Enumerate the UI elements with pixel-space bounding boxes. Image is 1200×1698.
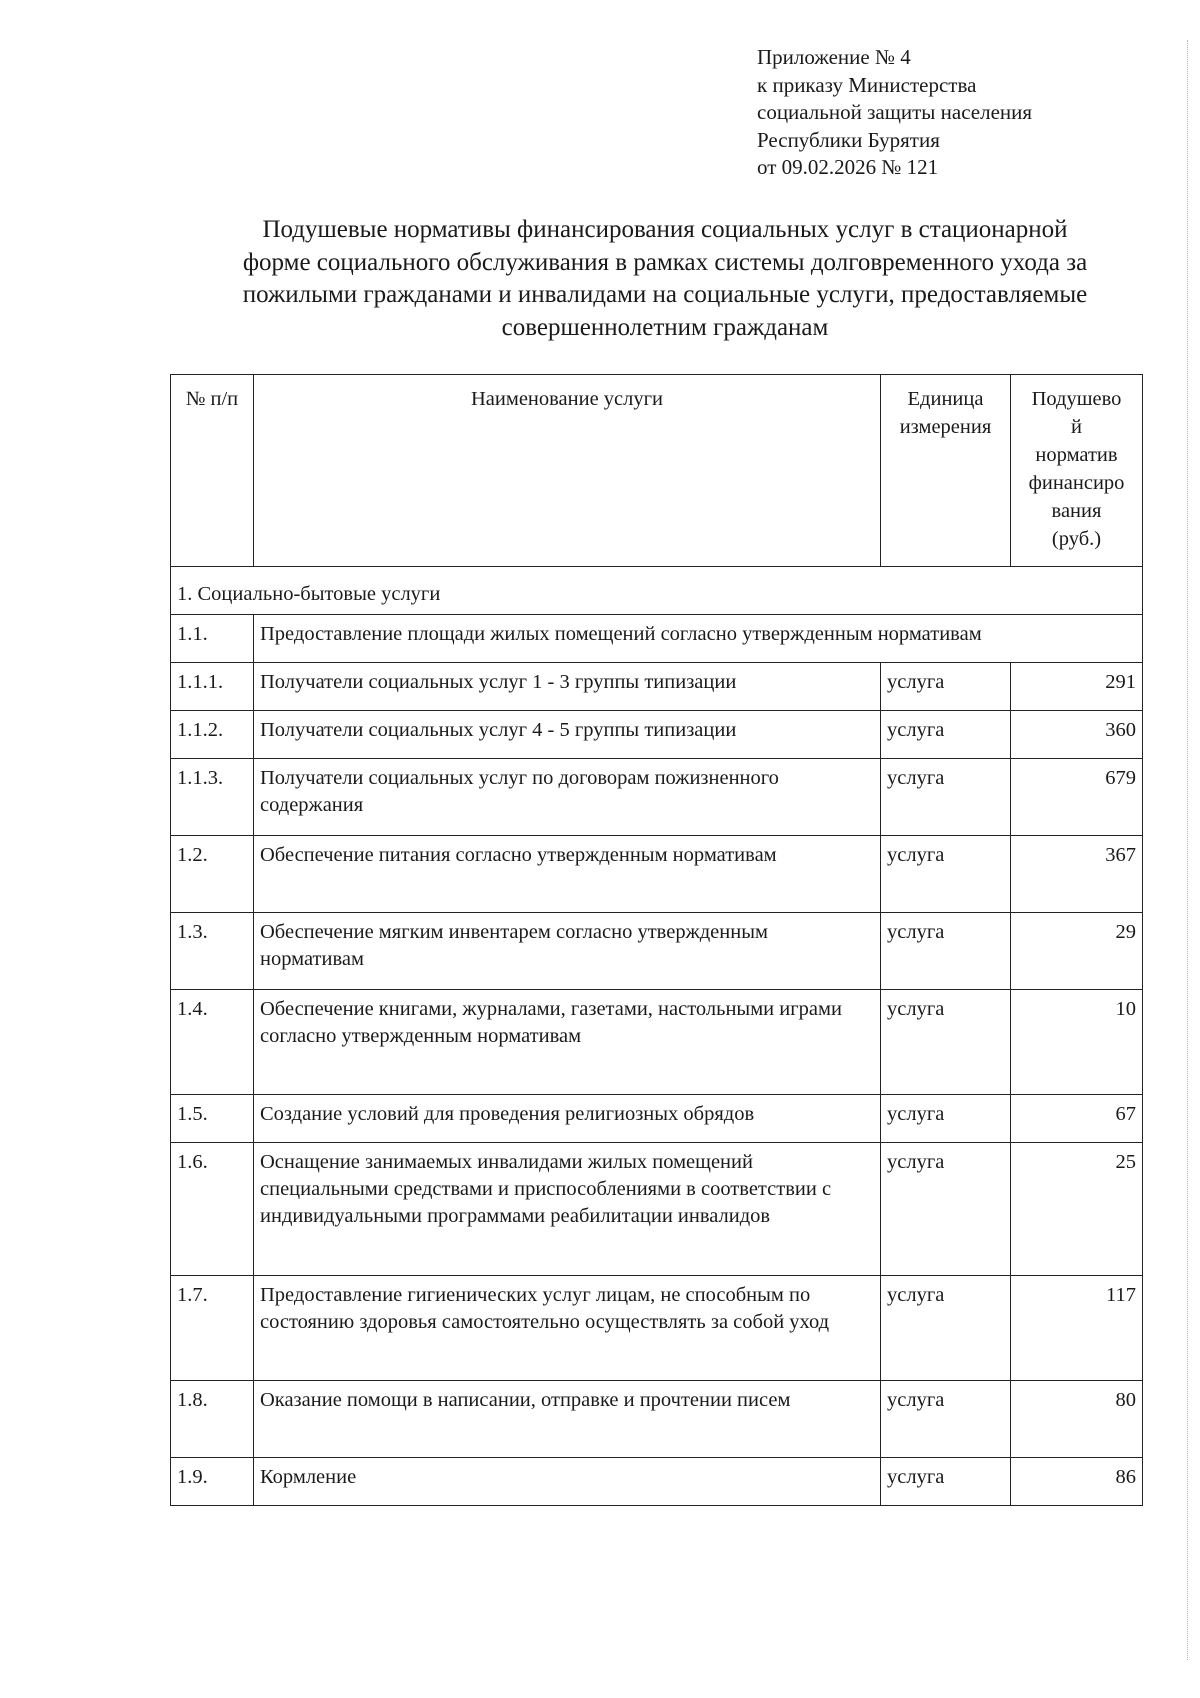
table-row <box>171 836 1143 913</box>
row-value: 117 <box>1011 1276 1143 1381</box>
row-value: 86 <box>1011 1458 1143 1506</box>
row-value: 291 <box>1011 663 1143 711</box>
row-value: 679 <box>1011 759 1143 836</box>
header-unit-line: Единица <box>907 388 984 410</box>
row-name: Кормление <box>254 1458 881 1506</box>
row-unit: услуга <box>881 1458 1011 1506</box>
appendix-line: Республики Бурятия <box>757 127 940 152</box>
header-num: № п/п <box>171 375 254 567</box>
row-value: 367 <box>1011 836 1143 913</box>
row-unit: услуга <box>881 1095 1011 1143</box>
row-value: 80 <box>1011 1381 1143 1458</box>
header-norm <box>1011 375 1143 567</box>
row-value: 360 <box>1011 711 1143 759</box>
header-name: Наименование услуги <box>254 375 881 567</box>
title-line: Подушевые нормативы финансирования социальных услуг в стационарной <box>262 216 1068 243</box>
row-name: Оказание помощи в написании, отправке и прочтении писем <box>254 1381 881 1458</box>
document-title <box>170 214 1160 344</box>
subsection-row <box>171 615 1143 663</box>
row-num: 1.1.1. <box>171 663 254 711</box>
table-row <box>171 1276 1143 1381</box>
row-name: Получатели социальных услуг 1 - 3 группы типизации <box>254 663 881 711</box>
title-line: форме социального обслуживания в рамках системы долговременного ухода за <box>242 248 1088 276</box>
row-num: 1.6. <box>171 1143 254 1276</box>
row-num: 1.3. <box>171 913 254 990</box>
row-unit: услуга <box>881 759 1011 836</box>
row-name: Создание условий для проведения религиозных обрядов <box>254 1095 881 1143</box>
row-num: 1.2. <box>171 836 254 913</box>
row-num: 1.7. <box>171 1276 254 1381</box>
title-line: совершеннолетним гражданам <box>501 313 829 341</box>
table-row <box>171 1381 1143 1458</box>
row-value: 10 <box>1011 990 1143 1095</box>
row-value: 67 <box>1011 1095 1143 1143</box>
table-row <box>171 663 1143 711</box>
row-num: 1.9. <box>171 1458 254 1506</box>
header-norm-line: й <box>1071 416 1082 438</box>
table-header-row <box>171 375 1143 567</box>
header-norm-line: норматив <box>1035 444 1118 466</box>
table-row <box>171 913 1143 990</box>
header-norm-line: (руб.) <box>1051 528 1102 550</box>
row-name: Предоставление площади жилых помещений согласно утвержденным нормативам <box>254 615 1143 663</box>
row-unit: услуга <box>881 1381 1011 1458</box>
appendix-block <box>757 44 1032 182</box>
appendix-line: Приложение № 4 <box>757 45 911 69</box>
section-row <box>171 567 1143 615</box>
row-unit: услуга <box>881 990 1011 1095</box>
title-line: пожилыми гражданами и инвалидами на социальные услуги, предоставляемые <box>242 281 1088 308</box>
row-name: Обеспечение питания согласно утвержденным нормативам <box>254 836 881 913</box>
row-unit: услуга <box>881 913 1011 990</box>
row-num: 1.1.2. <box>171 711 254 759</box>
row-num: 1.1. <box>171 615 254 663</box>
norms-table <box>170 374 1143 1506</box>
appendix-line: от 09.02.2026 № 121 <box>757 155 939 179</box>
row-value: 25 <box>1011 1143 1143 1276</box>
row-unit: услуга <box>881 836 1011 913</box>
table-row <box>171 1095 1143 1143</box>
table-row <box>171 1458 1143 1506</box>
row-unit: услуга <box>881 1276 1011 1381</box>
row-name: Предоставление гигиенических услуг лицам, не способным по состоянию здоровья самостоятельно осуществлять за собой уход <box>254 1276 881 1381</box>
row-unit: услуга <box>881 711 1011 759</box>
section-title: 1. Социально-бытовые услуги <box>171 567 1143 615</box>
header-norm-line: Подушево <box>1031 388 1122 410</box>
header-unit-line: измерения <box>899 416 992 438</box>
row-name: Получатели социальных услуг по договорам пожизненного содержания <box>254 759 881 836</box>
appendix-line: социальной защиты населения <box>757 100 1033 124</box>
row-name: Обеспечение мягким инвентарем согласно утвержденным нормативам <box>254 913 881 990</box>
row-num: 1.4. <box>171 990 254 1095</box>
table-row <box>171 759 1143 836</box>
row-name: Обеспечение книгами, журналами, газетами, настольными играми согласно утвержденным нормативам <box>254 990 881 1095</box>
row-unit: услуга <box>881 1143 1011 1276</box>
row-value: 29 <box>1011 913 1143 990</box>
row-num: 1.5. <box>171 1095 254 1143</box>
header-unit <box>881 375 1011 567</box>
table-row <box>171 990 1143 1095</box>
row-name: Получатели социальных услуг 4 - 5 группы типизации <box>254 711 881 759</box>
appendix-line: к приказу Министерства <box>757 72 977 97</box>
header-norm-line: вания <box>1051 500 1102 522</box>
row-num: 1.8. <box>171 1381 254 1458</box>
table-row <box>171 711 1143 759</box>
scan-edge-artifact <box>1186 40 1188 1660</box>
header-norm-line: финансиро <box>1028 472 1125 494</box>
table-row <box>171 1143 1143 1276</box>
row-unit: услуга <box>881 663 1011 711</box>
row-name: Оснащение занимаемых инвалидами жилых помещений специальными средствами и приспособлениями в соответствии с индивидуальными программами реабилитации инвалидов <box>254 1143 881 1276</box>
row-num: 1.1.3. <box>171 759 254 836</box>
